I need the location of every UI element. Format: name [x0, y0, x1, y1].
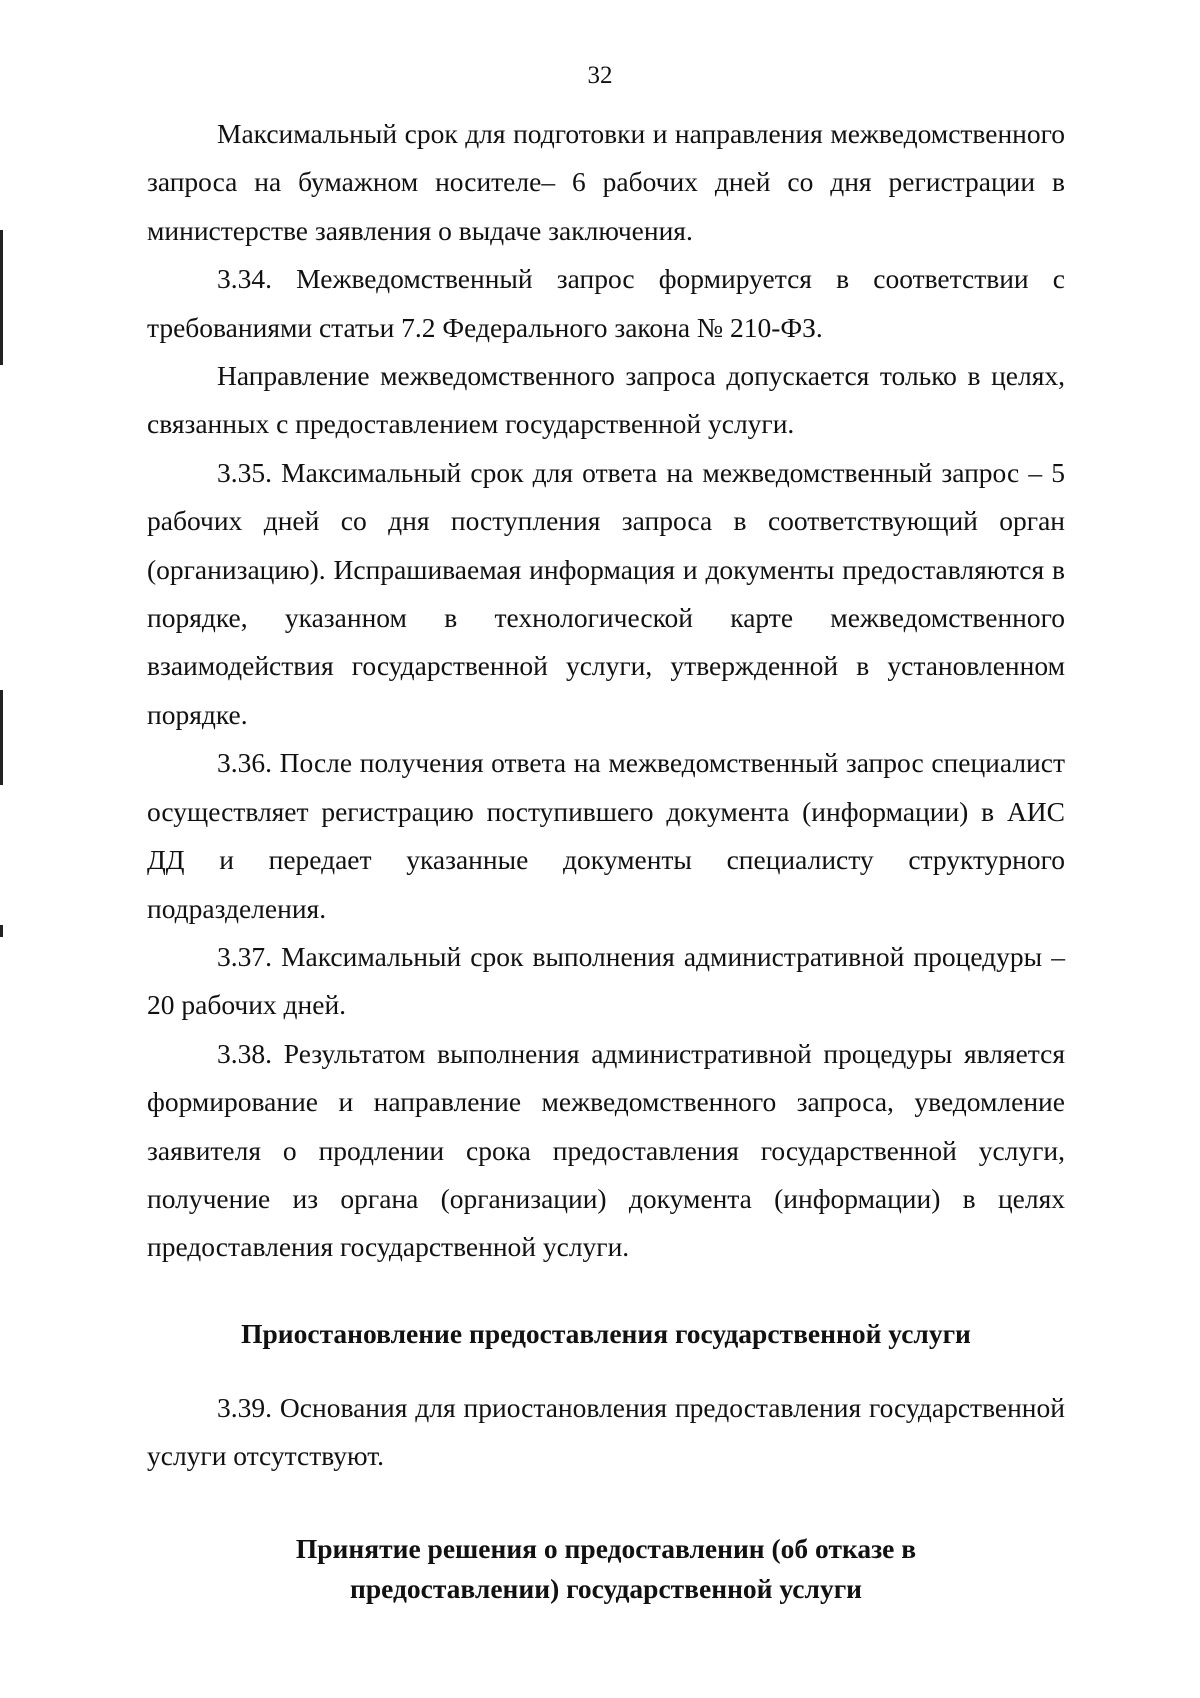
- scan-edge-mark: [0, 230, 3, 365]
- section-heading-line: предоставлении) государственной услуги: [349, 1572, 863, 1604]
- page-number: 32: [587, 62, 613, 89]
- paragraph: 3.39. Основания для приостановления предоставления государственной услуги отсутствуют.: [147, 1391, 1065, 1472]
- paragraph: 3.37. Максимальный срок выполнения административной процедуры – 20 рабочих дней.: [147, 940, 1065, 1021]
- paragraph: 3.36. После получения ответа на межведомственный запрос специалист осуществляет регистрацию поступившего документа (информации) в АИС ДД и передает указанные документы специалисту структурного подразделения.: [147, 747, 1065, 924]
- paragraph: Направление межведомственного запроса допускается только в целях, связанных с предоставлением государственной услуги.: [147, 360, 1065, 440]
- section-heading-suspension: Приостановление предоставления государственной услуги: [241, 1317, 971, 1349]
- scan-edge-mark: [0, 925, 3, 937]
- paragraph: 3.38. Результатом выполнения административной процедуры является формирование и направление межведомственного запроса, уведомление заявителя о продлении срока предоставления государственной услуги, получение из органа (организации) документа (информации) в целях предоставления государственной услуги.: [147, 1037, 1065, 1263]
- section-heading-decision: [147, 1529, 1065, 1609]
- scan-edge-mark: [0, 690, 3, 785]
- section-heading-line: Принятие решения о предоставленин (об отказе в: [295, 1532, 917, 1564]
- paragraph: Максимальный срок для подготовки и направления межведомственного запроса на бумажном носителе– 6 рабочих дней со дня регистрации в министерстве заявления о выдаче заключения.: [147, 118, 1065, 246]
- paragraph: 3.34. Межведомственный запрос формируется в соответствии с требованиями статьи 7.2 Федерального закона № 210-ФЗ.: [147, 263, 1065, 343]
- paragraph: 3.35. Максимальный срок для ответа на межведомственный запрос – 5 рабочих дней со дня поступления запроса в соответствующий орган (организацию). Испрашиваемая информация и документы предоставляются в порядке, указанном в технологической карте межведомственного взаимодействия государственной услуги, утвержденной в установленном порядке.: [147, 456, 1065, 730]
- document-body: [147, 110, 1065, 1609]
